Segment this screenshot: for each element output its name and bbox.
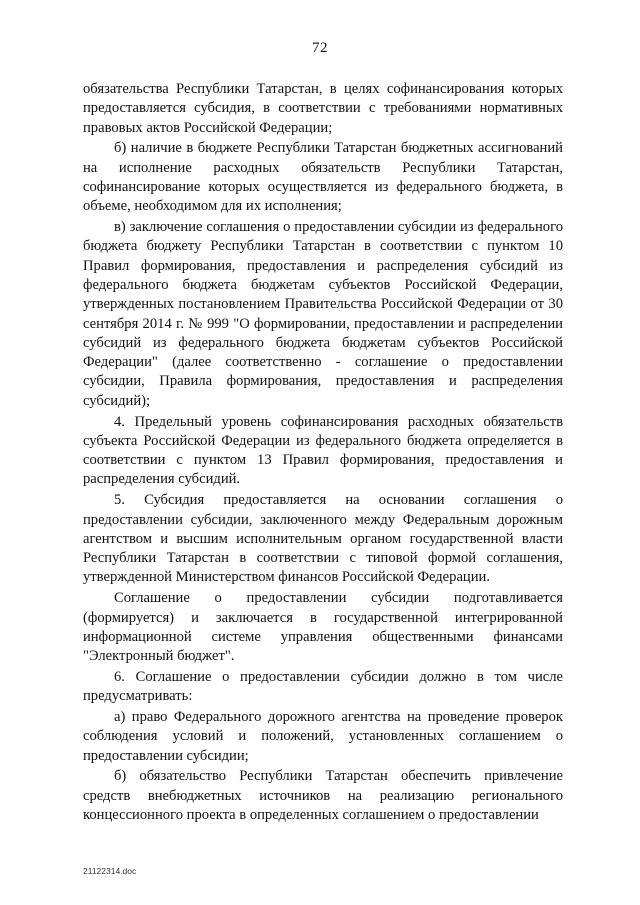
paragraph-item-a-inspections: а) право Федерального дорожного агентства на проведение проверок соблюдения условий и положений, установленных соглашением о предоставлении субсидии; [83, 709, 563, 764]
paragraph-4-cofinancing-level: 4. Предельный уровень софинансирования расходных обязательств субъекта Российской Федерации из федерального бюджета определяется в соответствии с пунктом 13 Правил формирования, предоставления и распределения субсидий. [83, 413, 563, 488]
paragraph-obligations-continued: обязательства Республики Татарстан, в целях софинансирования которых предоставляется субсидия, в соответствии с требованиями нормативных правовых актов Российской Федерации; [83, 81, 563, 136]
paragraph-item-v-agreement: в) заключение соглашения о предоставлении субсидии из федерального бюджета бюджету Республики Татарстан в соответствии с пунктом 10 Правил формирования, предоставления и распределения субсидий из федерального бюджета бюджетам субъектов Российской Федерации, утвержденных постановлением Правительства Российской Федерации от 30 сентября 2014 г. № 999 "О формировании, предоставлении и распределении субсидий из федерального бюджета бюджетам субъектов Российской Федерации" (далее соответственно - соглашение о предоставлении субсидии, Правила формирования, предоставления и распределения субсидий); [83, 219, 563, 409]
paragraph-5-subsidy-basis: 5. Субсидия предоставляется на основании соглашения о предоставлении субсидии, заключенного между Федеральным дорожным агентством и высшим исполнительным органом государственной власти Республики Татарстан в соответствии с типовой формой соглашения, утвержденной Министерством финансов Российской Федерации. [83, 492, 563, 586]
page-number: 72 [312, 40, 328, 56]
footer-document-code: 21122314.doc [83, 866, 137, 876]
paragraph-electronic-budget: Соглашение о предоставлении субсидии подготавливается (формируется) и заключается в государственной интегрированной информационной системе управления общественными финансами "Электронный бюджет". [83, 590, 563, 665]
paragraph-item-b-extrabudgetary: б) обязательство Республики Татарстан обеспечить привлечение средств внебюджетных источников на реализацию регионального концессионного проекта в определенных соглашением о предоставлении [83, 768, 563, 823]
paragraph-6-agreement-provisions: 6. Соглашение о предоставлении субсидии должно в том числе предусматривать: [83, 668, 563, 705]
paragraph-item-b-budget: б) наличие в бюджете Республики Татарстан бюджетных ассигнований на исполнение расходных обязательств Республики Татарстан, софинансирование которых осуществляется из федерального бюджета, в объеме, необходимом для их исполнения; [83, 140, 563, 215]
document-body [83, 80, 563, 827]
